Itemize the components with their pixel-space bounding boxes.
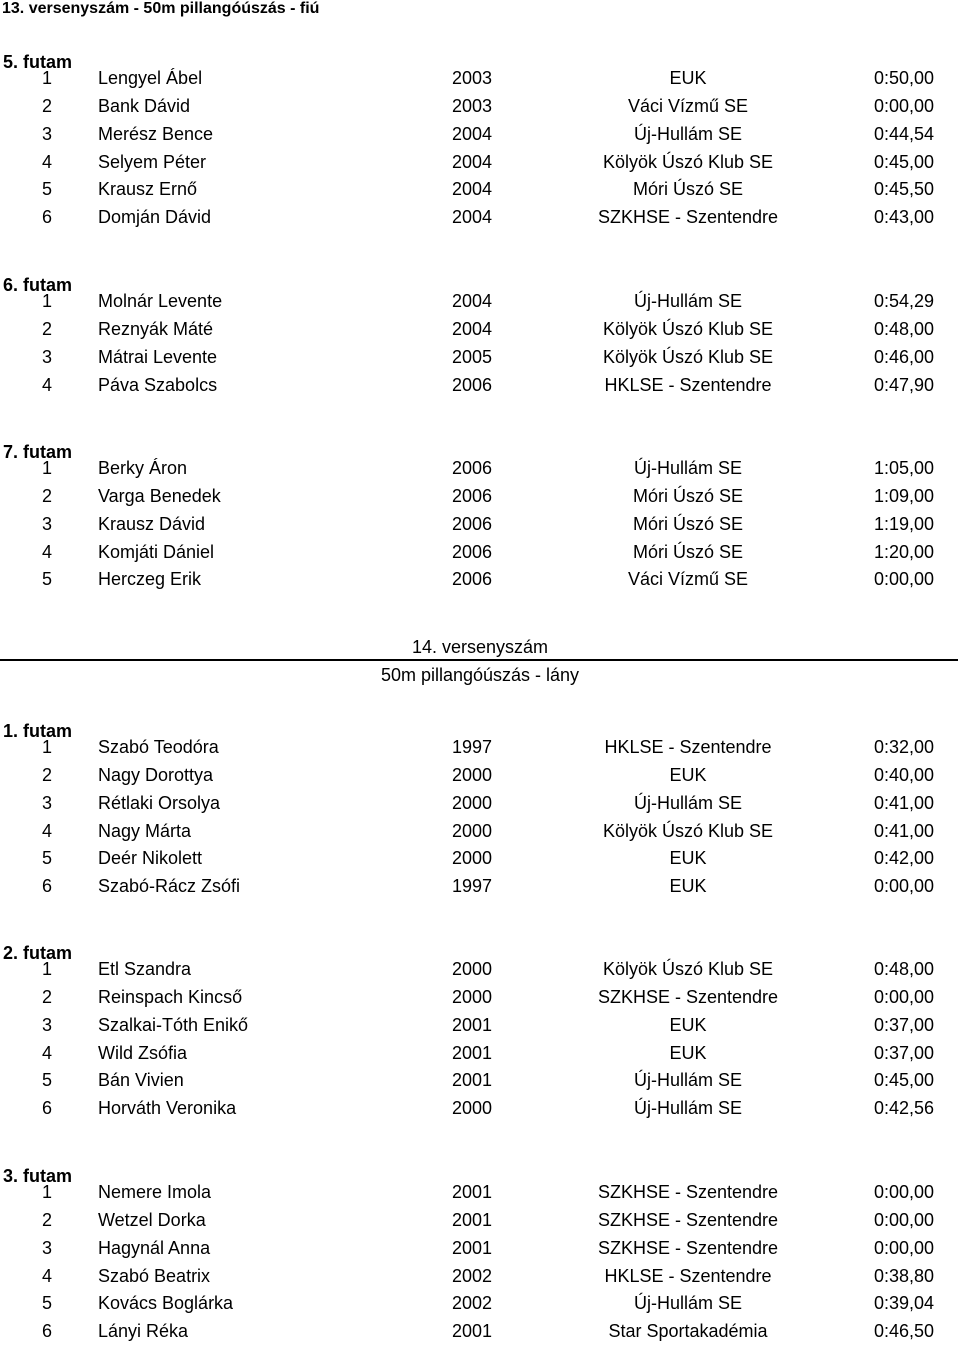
club-name: Új-Hullám SE bbox=[633, 1293, 743, 1314]
lane-number: 1 bbox=[42, 458, 53, 478]
birth-year: 1997 bbox=[452, 737, 493, 757]
swimmer-name: Etl Szandra bbox=[98, 959, 192, 979]
birth-year: 1997 bbox=[452, 876, 493, 897]
club-name: Új-Hullám SE bbox=[633, 1098, 743, 1119]
entry-time: 0:44,54 bbox=[873, 123, 934, 144]
entry-time: 1:19,00 bbox=[873, 513, 934, 534]
swimmer-name: Berky Áron bbox=[98, 458, 188, 478]
entry-time: 0:50,00 bbox=[873, 68, 934, 88]
lane-number: 1 bbox=[42, 1182, 53, 1202]
result-row bbox=[0, 175, 960, 203]
club-name: Star Sportakadémia bbox=[608, 1321, 768, 1342]
entry-time: 0:46,00 bbox=[873, 346, 934, 367]
lane-number: 5 bbox=[42, 569, 53, 590]
birth-year: 2004 bbox=[452, 123, 493, 144]
heat-label: 7. futam bbox=[3, 442, 73, 462]
swimmer-name: Mátrai Levente bbox=[98, 346, 218, 367]
lane-number: 1 bbox=[42, 291, 53, 311]
birth-year: 2001 bbox=[452, 1209, 493, 1230]
club-name: Váci Vízmű SE bbox=[627, 569, 749, 590]
entry-time: 0:00,00 bbox=[873, 95, 934, 116]
event-14-name: 50m pillangóúszás - lány bbox=[380, 665, 580, 685]
birth-year: 2002 bbox=[452, 1265, 493, 1286]
result-row bbox=[0, 482, 960, 510]
lane-number: 2 bbox=[42, 318, 53, 339]
swimmer-name: Nemere Imola bbox=[98, 1182, 212, 1202]
lane-number: 3 bbox=[42, 513, 53, 534]
swimmer-name: Deér Nikolett bbox=[98, 848, 203, 869]
result-row bbox=[0, 1094, 960, 1122]
swimmer-name: Domján Dávid bbox=[98, 207, 212, 228]
club-name: HKLSE - Szentendre bbox=[604, 374, 772, 395]
birth-year: 2000 bbox=[452, 959, 493, 979]
lane-number: 1 bbox=[42, 959, 53, 979]
entry-time: 0:38,80 bbox=[873, 1265, 934, 1286]
club-name: Kölyök Úszó Klub SE bbox=[602, 346, 774, 367]
swimmer-name: Hagynál Anna bbox=[98, 1237, 211, 1258]
birth-year: 2006 bbox=[452, 485, 493, 506]
lane-number: 3 bbox=[42, 1014, 53, 1035]
birth-year: 2003 bbox=[452, 68, 493, 88]
birth-year: 2001 bbox=[452, 1237, 493, 1258]
heat-label: 6. futam bbox=[3, 275, 73, 295]
swimmer-name: Szabó Beatrix bbox=[98, 1265, 211, 1286]
result-row bbox=[0, 733, 960, 761]
lane-number: 5 bbox=[42, 1070, 53, 1091]
entry-time: 1:20,00 bbox=[873, 541, 934, 562]
birth-year: 2006 bbox=[452, 458, 493, 478]
result-row bbox=[0, 1066, 960, 1094]
club-name: EUK bbox=[669, 68, 707, 88]
swimmer-name: Kovács Boglárka bbox=[98, 1293, 234, 1314]
lane-number: 5 bbox=[42, 1293, 53, 1314]
lane-number: 3 bbox=[42, 1237, 53, 1258]
birth-year: 2000 bbox=[452, 764, 493, 785]
entry-time: 1:05,00 bbox=[873, 458, 934, 478]
event-14-number: 14. versenyszám bbox=[411, 637, 549, 657]
swimmer-name: Nagy Dorottya bbox=[98, 764, 214, 785]
lane-number: 2 bbox=[42, 95, 53, 116]
club-name: SZKHSE - Szentendre bbox=[597, 1182, 779, 1202]
club-name: Móri Úszó SE bbox=[632, 179, 744, 200]
club-name: Kölyök Úszó Klub SE bbox=[602, 820, 774, 841]
swimmer-name: Wetzel Dorka bbox=[98, 1209, 206, 1230]
lane-number: 6 bbox=[42, 876, 53, 897]
result-row bbox=[0, 565, 960, 593]
lane-number: 4 bbox=[42, 541, 53, 562]
entry-time: 0:00,00 bbox=[873, 1237, 934, 1258]
lane-number: 1 bbox=[42, 737, 53, 757]
swimmer-name: Nagy Márta bbox=[98, 820, 192, 841]
entry-time: 0:00,00 bbox=[873, 1182, 934, 1202]
result-row bbox=[0, 454, 960, 482]
swimmer-name: Bank Dávid bbox=[98, 95, 191, 116]
result-row bbox=[0, 203, 960, 231]
club-name: Móri Úszó SE bbox=[632, 541, 744, 562]
result-row bbox=[0, 1317, 960, 1345]
entry-time: 0:42,56 bbox=[873, 1098, 934, 1119]
entry-time: 0:47,90 bbox=[873, 374, 934, 395]
birth-year: 2000 bbox=[452, 848, 493, 869]
swimmer-name: Reznyák Máté bbox=[98, 318, 214, 339]
result-row bbox=[0, 371, 960, 399]
club-name: SZKHSE - Szentendre bbox=[597, 1237, 779, 1258]
swimmer-name: Szalkai-Tóth Enikő bbox=[98, 1014, 249, 1035]
entry-time: 0:41,00 bbox=[873, 792, 934, 813]
birth-year: 2000 bbox=[452, 986, 493, 1007]
lane-number: 2 bbox=[42, 1209, 53, 1230]
heat-label: 5. futam bbox=[3, 52, 73, 72]
result-row bbox=[0, 1206, 960, 1234]
swimmer-name: Páva Szabolcs bbox=[98, 374, 218, 395]
swimmer-name: Lengyel Ábel bbox=[98, 68, 203, 88]
lane-number: 2 bbox=[42, 986, 53, 1007]
club-name: Móri Úszó SE bbox=[632, 485, 744, 506]
birth-year: 2001 bbox=[452, 1042, 493, 1063]
swimmer-name: Komjáti Dániel bbox=[98, 541, 215, 562]
result-row bbox=[0, 287, 960, 315]
club-name: Kölyök Úszó Klub SE bbox=[602, 318, 774, 339]
heat-label: 2. futam bbox=[3, 943, 73, 963]
result-row bbox=[0, 1039, 960, 1067]
lane-number: 4 bbox=[42, 820, 53, 841]
result-row bbox=[0, 1011, 960, 1039]
lane-number: 2 bbox=[42, 764, 53, 785]
birth-year: 2006 bbox=[452, 513, 493, 534]
swimmer-name: Szabó Teodóra bbox=[98, 737, 219, 757]
club-name: EUK bbox=[669, 1014, 707, 1035]
birth-year: 2004 bbox=[452, 291, 493, 311]
swimmer-name: Wild Zsófia bbox=[98, 1042, 188, 1063]
result-row bbox=[0, 64, 960, 92]
entry-time: 0:00,00 bbox=[873, 569, 934, 590]
birth-year: 2000 bbox=[452, 792, 493, 813]
birth-year: 2000 bbox=[452, 820, 493, 841]
swimmer-name: Bán Vivien bbox=[98, 1070, 184, 1091]
club-name: Új-Hullám SE bbox=[633, 1070, 743, 1091]
club-name: EUK bbox=[669, 764, 707, 785]
heat-label: 1. futam bbox=[3, 721, 73, 741]
birth-year: 2001 bbox=[452, 1070, 493, 1091]
section-divider bbox=[0, 659, 958, 661]
entry-time: 0:42,00 bbox=[873, 848, 934, 869]
club-name: EUK bbox=[669, 1042, 707, 1063]
lane-number: 4 bbox=[42, 374, 53, 395]
result-row bbox=[0, 148, 960, 176]
swimmer-name: Selyem Péter bbox=[98, 151, 207, 172]
heat-label: 3. futam bbox=[3, 1166, 73, 1186]
birth-year: 2001 bbox=[452, 1182, 493, 1202]
lane-number: 4 bbox=[42, 1042, 53, 1063]
entry-time: 0:00,00 bbox=[873, 1209, 934, 1230]
club-name: SZKHSE - Szentendre bbox=[597, 207, 779, 228]
birth-year: 2004 bbox=[452, 151, 493, 172]
result-row bbox=[0, 789, 960, 817]
lane-number: 3 bbox=[42, 346, 53, 367]
birth-year: 2006 bbox=[452, 374, 493, 395]
swimmer-name: Szabó-Rácz Zsófi bbox=[98, 876, 241, 897]
lane-number: 5 bbox=[42, 179, 53, 200]
entry-time: 0:39,04 bbox=[873, 1293, 934, 1314]
result-row bbox=[0, 92, 960, 120]
lane-number: 6 bbox=[42, 1098, 53, 1119]
birth-year: 2000 bbox=[452, 1098, 493, 1119]
entry-time: 0:54,29 bbox=[873, 291, 934, 311]
entry-time: 0:32,00 bbox=[873, 737, 934, 757]
birth-year: 2003 bbox=[452, 95, 493, 116]
club-name: Váci Vízmű SE bbox=[627, 95, 749, 116]
lane-number: 1 bbox=[42, 68, 53, 88]
club-name: HKLSE - Szentendre bbox=[604, 737, 772, 757]
entry-time: 0:43,00 bbox=[873, 207, 934, 228]
club-name: EUK bbox=[669, 876, 707, 897]
result-row bbox=[0, 538, 960, 566]
club-name: EUK bbox=[669, 848, 707, 869]
club-name: Új-Hullám SE bbox=[633, 123, 743, 144]
lane-number: 5 bbox=[42, 848, 53, 869]
swimmer-name: Horváth Veronika bbox=[98, 1098, 237, 1119]
club-name: SZKHSE - Szentendre bbox=[597, 986, 779, 1007]
club-name: Kölyök Úszó Klub SE bbox=[602, 959, 774, 979]
result-row bbox=[0, 872, 960, 900]
entry-time: 1:09,00 bbox=[873, 485, 934, 506]
birth-year: 2006 bbox=[452, 569, 493, 590]
swimmer-name: Herczeg Erik bbox=[98, 569, 202, 590]
result-row bbox=[0, 343, 960, 371]
result-row bbox=[0, 1234, 960, 1262]
result-row bbox=[0, 1289, 960, 1317]
entry-time: 0:45,50 bbox=[873, 179, 934, 200]
entry-time: 0:45,00 bbox=[873, 151, 934, 172]
club-name: Új-Hullám SE bbox=[633, 458, 743, 478]
club-name: Új-Hullám SE bbox=[633, 792, 743, 813]
event-13-title: 13. versenyszám - 50m pillangóúszás - fiú bbox=[2, 0, 320, 17]
entry-time: 0:46,50 bbox=[873, 1321, 934, 1342]
lane-number: 3 bbox=[42, 792, 53, 813]
birth-year: 2005 bbox=[452, 346, 493, 367]
lane-number: 2 bbox=[42, 485, 53, 506]
birth-year: 2002 bbox=[452, 1293, 493, 1314]
swimmer-name: Molnár Levente bbox=[98, 291, 223, 311]
entry-time: 0:48,00 bbox=[873, 318, 934, 339]
result-row bbox=[0, 1178, 960, 1206]
result-row bbox=[0, 120, 960, 148]
result-row bbox=[0, 315, 960, 343]
result-row bbox=[0, 844, 960, 872]
result-row bbox=[0, 510, 960, 538]
lane-number: 3 bbox=[42, 123, 53, 144]
club-name: SZKHSE - Szentendre bbox=[597, 1209, 779, 1230]
club-name: Új-Hullám SE bbox=[633, 291, 743, 311]
swimmer-name: Lányi Réka bbox=[98, 1321, 189, 1342]
lane-number: 6 bbox=[42, 207, 53, 228]
entry-time: 0:00,00 bbox=[873, 986, 934, 1007]
birth-year: 2001 bbox=[452, 1014, 493, 1035]
swimmer-name: Reinspach Kincső bbox=[98, 986, 243, 1007]
lane-number: 4 bbox=[42, 151, 53, 172]
entry-time: 0:37,00 bbox=[873, 1014, 934, 1035]
birth-year: 2004 bbox=[452, 179, 493, 200]
entry-time: 0:40,00 bbox=[873, 764, 934, 785]
birth-year: 2006 bbox=[452, 541, 493, 562]
result-row bbox=[0, 817, 960, 845]
club-name: Kölyök Úszó Klub SE bbox=[602, 151, 774, 172]
birth-year: 2004 bbox=[452, 207, 493, 228]
club-name: HKLSE - Szentendre bbox=[604, 1265, 772, 1286]
swimmer-name: Merész Bence bbox=[98, 123, 214, 144]
swimmer-name: Varga Benedek bbox=[98, 485, 221, 506]
birth-year: 2004 bbox=[452, 318, 493, 339]
entry-time: 0:45,00 bbox=[873, 1070, 934, 1091]
birth-year: 2001 bbox=[452, 1321, 493, 1342]
entry-time: 0:41,00 bbox=[873, 820, 934, 841]
lane-number: 6 bbox=[42, 1321, 53, 1342]
result-row bbox=[0, 955, 960, 983]
club-name: Móri Úszó SE bbox=[632, 513, 744, 534]
swimmer-name: Rétlaki Orsolya bbox=[98, 792, 221, 813]
result-row bbox=[0, 983, 960, 1011]
entry-time: 0:48,00 bbox=[873, 959, 934, 979]
result-row bbox=[0, 761, 960, 789]
result-row bbox=[0, 1262, 960, 1290]
lane-number: 4 bbox=[42, 1265, 53, 1286]
swimmer-name: Krausz Ernő bbox=[98, 179, 198, 200]
entry-time: 0:37,00 bbox=[873, 1042, 934, 1063]
entry-time: 0:00,00 bbox=[873, 876, 934, 897]
swimmer-name: Krausz Dávid bbox=[98, 513, 206, 534]
